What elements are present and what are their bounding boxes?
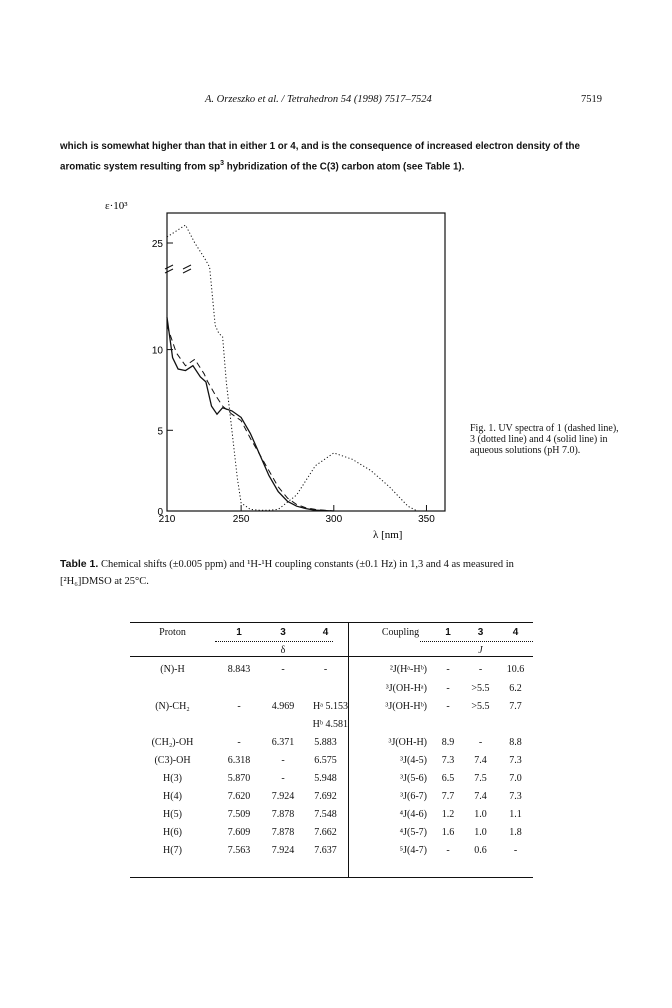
table-cell-d3 — [263, 679, 303, 697]
table-cell-j1: 7.3 — [441, 754, 455, 766]
table-cell-j1: - — [446, 682, 450, 694]
table-caption-line-2: [²H₆]DMSO at 25°C. — [60, 576, 149, 587]
x-tick-label: 250 — [232, 514, 250, 525]
table-cell-j3: 1.0 — [474, 826, 487, 838]
axis-break-mark — [183, 265, 191, 269]
series-line-3 — [167, 225, 417, 511]
table-row — [130, 733, 533, 751]
body-paragraph — [60, 138, 620, 175]
header-delta: δ — [280, 644, 286, 656]
running-title: A. Orzeszko et al. / Tetrahedron 54 (1998) 7517–7524 — [205, 94, 432, 105]
table-cell-coupling: ³J(OH-Hᵃ) — [385, 682, 427, 694]
table-cell-d3: 6.371 — [271, 736, 295, 748]
table-cell-j3: 7.4 — [474, 790, 487, 802]
figure-caption: Fig. 1. UV spectra of 1 (dashed line), 3 (dotted line) and 4 (solid line) in aqueous solutions (pH 7.0). — [470, 423, 619, 456]
table-cell-j1: - — [446, 663, 450, 675]
y-tick-label: 0 — [157, 507, 163, 518]
table-cell-d4: Hᵃ 5.153 — [313, 700, 348, 712]
x-tick-label: 210 — [158, 514, 176, 525]
table-cell-proton: (CH₂)-OH — [151, 736, 194, 748]
paragraph-line-2b: hybridization of the C(3) carbon atom (see Table 1). — [223, 161, 465, 173]
table-cell-j1: - — [446, 700, 450, 712]
chart-axes — [105, 200, 445, 540]
table-cell-d4 — [303, 679, 348, 697]
table-cell-j4: - — [513, 844, 518, 856]
table-cell-d1 — [215, 679, 263, 697]
table-cell-j1 — [433, 715, 463, 733]
table-cell-j1: - — [446, 844, 450, 856]
table-cell-j4: 7.3 — [509, 790, 522, 802]
series-line-1 — [167, 325, 334, 511]
table-cell-d1 — [215, 715, 263, 733]
table-cell-d1: 7.509 — [227, 808, 251, 820]
table-cell-j4: 7.3 — [509, 754, 522, 766]
table-cell-coupling — [368, 715, 433, 733]
table-cell-coupling: ³J(4-5) — [400, 754, 427, 766]
table-cell-j1: 7.7 — [441, 790, 455, 802]
table-cell-coupling: ³J(5-6) — [400, 772, 427, 784]
table-cell-j4: 7.7 — [509, 700, 522, 712]
table-cell-proton: H(6) — [163, 826, 182, 838]
table-cell-j4: 8.8 — [509, 736, 522, 748]
table-cell-d4: 5.883 — [314, 736, 337, 748]
table-cell-coupling: ³J(OH-Hᵇ) — [385, 700, 427, 712]
table-cell-d1: - — [237, 736, 241, 748]
header-j-3: 3 — [477, 626, 484, 638]
table-row — [130, 805, 533, 823]
table-cell-j3: - — [478, 736, 483, 748]
table-cell-coupling: ³J(OH-H) — [388, 736, 427, 748]
y-tick-label: 5 — [157, 426, 163, 438]
table-cell-d4: - — [323, 663, 328, 675]
table-cell-j1: 8.9 — [441, 736, 455, 748]
table-cell-proton: (N)-CH₂ — [155, 700, 190, 712]
table-cell-d1: 7.609 — [227, 826, 251, 838]
table-cell-j1: 1.2 — [441, 808, 455, 820]
chart-plot — [167, 225, 417, 511]
axis-break-mark — [165, 265, 173, 269]
table-cell-proton: H(7) — [163, 844, 182, 856]
table-cell-d4: 7.662 — [314, 826, 337, 838]
table-cell-coupling: ⁴J(5-7) — [399, 826, 427, 838]
table-cell-coupling: ³J(6-7) — [400, 790, 427, 802]
table-cell-j3: 7.4 — [474, 754, 487, 766]
table-cell-proton: H(4) — [163, 790, 182, 802]
table-row — [130, 841, 533, 859]
table-cell-d3: - — [281, 754, 285, 766]
table-cell-j3: - — [478, 663, 483, 675]
table-cell-j1: 6.5 — [441, 772, 455, 784]
table-cell-j4: 7.0 — [509, 772, 522, 784]
table-cell-d3 — [263, 715, 303, 733]
table-cell-j3: 1.0 — [474, 808, 487, 820]
header-j-4: 4 — [512, 626, 519, 638]
table-cell-j4 — [498, 715, 533, 733]
header-j-1: 1 — [445, 626, 451, 638]
table-row — [130, 769, 533, 787]
table-cell-d1: 7.620 — [227, 790, 251, 802]
table-cell-d3: - — [281, 663, 285, 675]
table-cell-j4: 10.6 — [506, 663, 525, 675]
table-cell-proton: (C3)-OH — [154, 754, 191, 766]
table-cell-proton — [130, 715, 215, 733]
table-header-row — [130, 623, 533, 641]
table-cell-d4: Hᵇ 4.581 — [312, 718, 348, 730]
header-col-4: 4 — [322, 626, 329, 638]
table-cell-d3: 7.924 — [271, 844, 295, 856]
table-cell-j4: 1.1 — [509, 808, 522, 820]
table-cell-j3: >5.5 — [471, 682, 490, 694]
header-col-3: 3 — [280, 626, 286, 638]
table-subheader-row — [130, 641, 533, 659]
table-cell-d4: 7.692 — [314, 790, 337, 802]
coupling-table — [130, 623, 533, 859]
x-axis-label: λ [nm] — [373, 529, 403, 540]
table-cell-d4: 7.548 — [314, 808, 337, 820]
axis-break-mark — [165, 269, 173, 273]
y-tick-label: 10 — [151, 345, 163, 357]
table-cell-d3: - — [281, 772, 285, 784]
table-cell-proton — [130, 679, 215, 697]
header-proton: Proton — [159, 626, 186, 638]
table-bottom-rule — [130, 877, 533, 878]
x-tick-label: 350 — [418, 514, 435, 525]
table-caption-text: Chemical shifts (±0.005 ppm) and ¹H-¹H coupling constants (±0.1 Hz) in 1,3 and 4 as measured in — [98, 559, 514, 570]
table-cell-proton: H(3) — [163, 772, 182, 784]
table-cell-d3: 7.878 — [271, 808, 295, 820]
table-row — [130, 823, 533, 841]
header-coupling: Coupling — [381, 626, 420, 638]
table-cell-j3: 7.5 — [474, 772, 487, 784]
table-cell-d4: 6.575 — [314, 754, 337, 766]
table-cell-j4: 1.8 — [509, 826, 522, 838]
table-row — [130, 697, 533, 715]
table-cell-coupling: ⁴J(4-6) — [399, 808, 427, 820]
table-cell-proton: H(5) — [163, 808, 182, 820]
table-row — [130, 715, 533, 733]
table-cell-j3: >5.5 — [471, 700, 490, 712]
table-cell-d3: 7.924 — [271, 790, 295, 802]
header-col-1: 1 — [236, 626, 242, 638]
paragraph-line-2 — [60, 155, 620, 175]
table-cell-proton: (N)-H — [160, 663, 185, 675]
table-row — [130, 679, 533, 697]
table-cell-d3: 4.969 — [271, 700, 295, 712]
page-header — [0, 94, 672, 110]
table-row — [130, 659, 533, 679]
uv-spectra-chart — [95, 195, 465, 540]
header-j: J — [478, 644, 483, 656]
table-cell-j3: 0.6 — [474, 844, 487, 856]
table-cell-j1: 1.6 — [441, 826, 455, 838]
table-cell-d4: 7.637 — [314, 844, 337, 856]
table-caption — [60, 556, 620, 590]
table-cell-d4: 5.948 — [314, 772, 337, 784]
series-line-4 — [167, 317, 334, 511]
table-cell-d1: - — [237, 700, 241, 712]
table-cell-d1: 6.318 — [227, 754, 251, 766]
x-tick-label: 300 — [325, 514, 343, 525]
plot-frame — [167, 213, 445, 511]
table-body — [130, 623, 533, 859]
paragraph-line-1: which is somewhat higher than that in either 1 or 4, and is the consequence of increased electron density of the — [60, 141, 580, 152]
table-cell-j4: 6.2 — [509, 682, 522, 694]
y-axis-label: ε·10³ — [105, 200, 128, 212]
axis-break-mark — [183, 269, 191, 273]
table-cell-d1: 8.843 — [227, 663, 251, 675]
paragraph-line-2a: aromatic system resulting from sp — [60, 161, 221, 173]
table-cell-d1: 5.870 — [227, 772, 251, 784]
table-caption-label: Table 1. — [60, 558, 99, 570]
table-cell-d3: 7.878 — [271, 826, 295, 838]
paragraph-superscript: 3 — [220, 160, 224, 167]
table-cell-coupling: ²J(Hᵃ-Hᵇ) — [389, 663, 427, 675]
y-tick-label: 25 — [151, 239, 163, 250]
table-cell-coupling: ⁵J(4-7) — [399, 844, 427, 856]
page-number: 7519 — [581, 94, 602, 105]
uv-spectra-figure — [95, 195, 465, 540]
table-row — [130, 787, 533, 805]
table-cell-j3 — [463, 715, 498, 733]
table-row — [130, 751, 533, 769]
table-cell-d1: 7.563 — [227, 844, 251, 856]
